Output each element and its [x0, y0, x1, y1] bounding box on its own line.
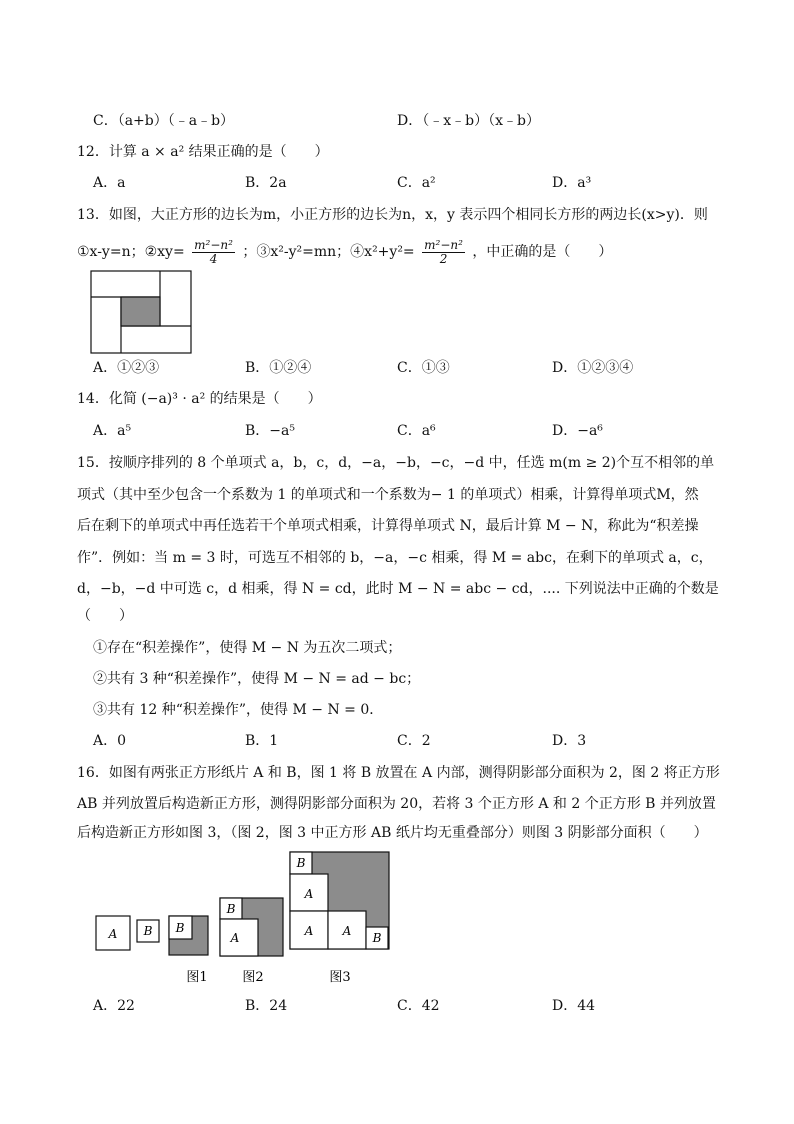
q13-fraction-2-den: 2	[439, 251, 448, 266]
q13-stem-line2	[77, 237, 612, 267]
q14-option-d: D．−a⁶	[552, 423, 603, 439]
q15-line-3: 后在剩下的单项式中再任选若干个单项式相乘，计算得单项式 N，最后计算 M − N，称此为“积差操	[77, 518, 699, 534]
q12-stem: 12．计算 a × a² 结果正确的是（ ）	[77, 144, 329, 160]
fig3-label-b-corner: B	[372, 931, 382, 945]
q14-stem: 14．化简 (−a)³ · a² 的结果是（ ）	[77, 391, 322, 407]
q13-option-b: B．①②④	[245, 360, 312, 376]
q16-square-b-label: B	[143, 924, 153, 938]
q12-option-a: A．a	[93, 175, 126, 191]
fig3-label-a-bottom-left: A	[304, 924, 314, 938]
q15-line-5: d，−b，−d 中可选 c，d 相乘，得 N = cd，此时 M − N = abc − cd，.... 下列说法中正确的个数是	[77, 581, 719, 597]
q13-stem-line1: 13．如图，大正方形的边长为m，小正方形的边长为n，x，y 表示四个相同长方形的两边长(x>y)．则	[77, 207, 708, 223]
q15-option-c: C．2	[397, 733, 431, 749]
q15-statement-1: ①存在“积差操作”，使得 M − N 为五次二项式；	[93, 640, 402, 656]
q15-option-a: A．0	[93, 733, 127, 749]
q16-option-c: C．42	[397, 998, 440, 1014]
q15-option-b: B．1	[245, 733, 279, 749]
q13-fraction-2	[422, 239, 465, 266]
q16-line-1: 16．如图有两张正方形纸片 A 和 B，图 1 将 B 放置在 A 内部，测得阴影部分面积为 2，图 2 将正方形	[77, 765, 720, 781]
q13-fraction-2-num: m²−n²	[424, 237, 463, 252]
q16-figures	[90, 848, 400, 988]
q15-statement-3: ③共有 12 种“积差操作”，使得 M − N = 0．	[93, 702, 384, 718]
q13-text-1: ①x-y=n；②xy=	[77, 244, 185, 260]
q16-option-b: B．24	[245, 998, 288, 1014]
q13-option-d: D．①②③④	[552, 360, 634, 376]
fig1-label-b: B	[175, 921, 185, 935]
fig2-label-a: A	[230, 931, 240, 945]
q13-text-2: ；③x²-y²=mn；④x²+y²=	[242, 244, 415, 260]
q15-statement-2: ②共有 3 种“积差操作”，使得 M − N = ad − bc；	[93, 671, 421, 687]
q15-line-4: 作”．例如：当 m = 3 时，可选互不相邻的 b，−a，−c 相乘，得 M = abc，在剩下的单项式 a，c，	[77, 550, 713, 566]
q12-option-d: D．a³	[552, 175, 592, 191]
fig3-label-a-bottom-mid: A	[342, 924, 352, 938]
q16-line-2: AB 并列放置后构造新正方形，测得阴影部分面积为 20，若将 3 个正方形 A 和 2 个正方形 B 并列放置	[77, 796, 716, 812]
q15-line-1: 15．按顺序排列的 8 个单项式 a，b，c，d，−a，−b，−c，−d 中，任选 m(m ≥ 2)个互不相邻的单	[77, 455, 715, 471]
fig1-caption: 图1	[186, 970, 208, 985]
q13-option-a: A．①②③	[93, 360, 160, 376]
q13-square-figure	[90, 270, 192, 354]
q15-option-d: D．3	[552, 733, 587, 749]
fig2-caption: 图2	[242, 970, 264, 985]
fig3-label-b-top: B	[296, 856, 306, 870]
q15-line-2: 项式（其中至少包含一个系数为 1 的单项式和一个系数为− 1 的单项式）相乘，计算得单项式M，然	[77, 487, 699, 503]
q16-option-a: A．22	[93, 998, 135, 1014]
q16-option-d: D．44	[552, 998, 596, 1014]
q13-text-3: ，中正确的是（ ）	[472, 244, 613, 260]
q13-fraction-1	[192, 239, 235, 266]
fig3-caption: 图3	[329, 970, 351, 985]
q16-square-a-label: A	[108, 927, 118, 941]
fig2-label-b: B	[226, 902, 236, 916]
q12-option-b: B．2a	[245, 175, 287, 191]
q13-fraction-1-num: m²−n²	[194, 237, 233, 252]
q13-small-shaded-square	[121, 297, 160, 326]
q13-option-c: C．①③	[397, 360, 450, 376]
q13-fraction-1-den: 4	[209, 251, 218, 266]
q14-option-a: A．a⁵	[93, 423, 132, 439]
fig3-label-a-mid: A	[304, 887, 314, 901]
q11-option-c: C．（a+b）（﹣a﹣b）	[93, 113, 235, 129]
q14-option-b: B．−a⁵	[245, 423, 295, 439]
q14-option-c: C．a⁶	[397, 423, 436, 439]
q16-line-3: 后构造新正方形如图 3，（图 2，图 3 中正方形 AB 纸片均无重叠部分）则图 3 阴影部分面积（ ）	[77, 825, 708, 841]
q12-option-c: C．a²	[397, 175, 436, 191]
q11-option-d: D．（﹣x﹣b）（x﹣b）	[397, 113, 540, 129]
q15-line-6: （ ）	[77, 608, 133, 624]
